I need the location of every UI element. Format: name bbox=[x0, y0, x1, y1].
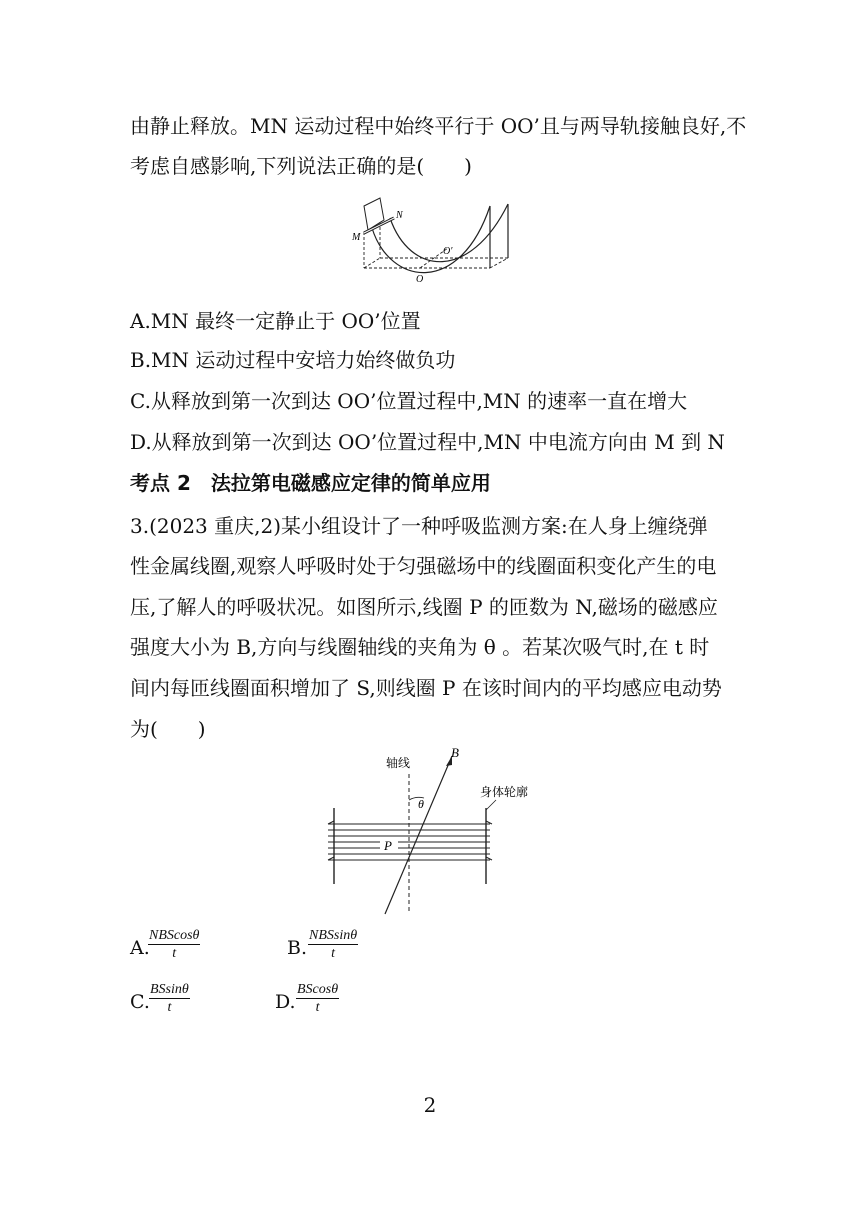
q2-figure-rails bbox=[350, 196, 520, 288]
q3-stem-line-6: 为( ) bbox=[130, 717, 206, 741]
rail-front bbox=[372, 206, 490, 273]
q2-stem-line-2: 考虑自感影响,下列说法正确的是( ) bbox=[130, 154, 472, 178]
q2-option-b: B.MN 运动过程中安培力始终做负功 bbox=[130, 348, 456, 372]
q3-option-a-label: A. bbox=[130, 937, 150, 959]
page-number: 2 bbox=[423, 1093, 437, 1117]
label-axis: 轴线 bbox=[386, 756, 411, 770]
q3-stem-line-5: 间内每匝线圈面积增加了 S,则线圈 P 在该时间内的平均感应电动势 bbox=[130, 676, 722, 700]
b-field-line bbox=[385, 756, 452, 914]
q2-option-a: A.MN 最终一定静止于 OO’位置 bbox=[130, 309, 421, 333]
label-o-prime: O′ bbox=[443, 246, 453, 257]
section-heading: 考点 2 法拉第电磁感应定律的简单应用 bbox=[130, 471, 491, 495]
q2-option-c: C.从释放到第一次到达 OO’位置过程中,MN 的速率一直在增大 bbox=[130, 389, 688, 413]
q3-option-a-fraction bbox=[148, 928, 200, 962]
label-body-outline: 身体轮廓 bbox=[480, 785, 529, 799]
q3-stem-line-1: 3.(2023 重庆,2)某小组设计了一种呼吸监测方案:在人身上缠绕弹 bbox=[130, 514, 708, 538]
q3-option-a-denominator: t bbox=[172, 946, 177, 961]
q3-figure-coil bbox=[320, 744, 560, 918]
q3-stem-line-3: 压,了解人的呼吸状况。如图所示,线圈 P 的匝数为 N,磁场的磁感应 bbox=[130, 595, 718, 619]
q3-stem-line-4: 强度大小为 B,方向与线圈轴线的夹角为 θ 。若某次吸气时,在 t 时 bbox=[130, 635, 710, 659]
label-o: O bbox=[416, 274, 424, 285]
q3-option-c-numerator: BSsinθ bbox=[150, 982, 189, 997]
label-p: P bbox=[384, 838, 392, 853]
q3-option-d-denominator: t bbox=[315, 1000, 320, 1015]
q3-option-d-fraction bbox=[296, 982, 339, 1016]
q3-option-b-denominator: t bbox=[331, 946, 335, 961]
q3-option-d-numerator: BScosθ bbox=[297, 982, 339, 997]
q3-option-c-fraction bbox=[149, 982, 190, 1016]
q3-option-b-fraction bbox=[308, 928, 358, 962]
body-outline bbox=[334, 808, 486, 884]
q2-stem-line-1: 由静止释放。MN 运动过程中始终平行于 OO’且与两导轨接触良好,不 bbox=[130, 114, 747, 138]
q3-option-c-denominator: t bbox=[167, 1000, 172, 1015]
label-m: M bbox=[352, 232, 361, 243]
q3-option-c-label: C. bbox=[130, 991, 150, 1013]
q3-option-a-numerator: NBScosθ bbox=[149, 928, 200, 943]
label-theta: θ bbox=[418, 797, 424, 811]
q3-option-d-label: D. bbox=[275, 991, 296, 1013]
q3-option-b-label: B. bbox=[287, 937, 308, 959]
label-n: N bbox=[396, 210, 403, 221]
q3-option-b-numerator: NBSsinθ bbox=[309, 928, 358, 943]
label-b: B bbox=[451, 745, 459, 760]
q3-stem-line-2: 性金属线圈,观察人呼吸时处于匀强磁场中的线圈面积变化产生的电 bbox=[130, 554, 717, 578]
q2-option-d: D.从释放到第一次到达 OO’位置过程中,MN 中电流方向由 M 到 N bbox=[130, 430, 725, 454]
